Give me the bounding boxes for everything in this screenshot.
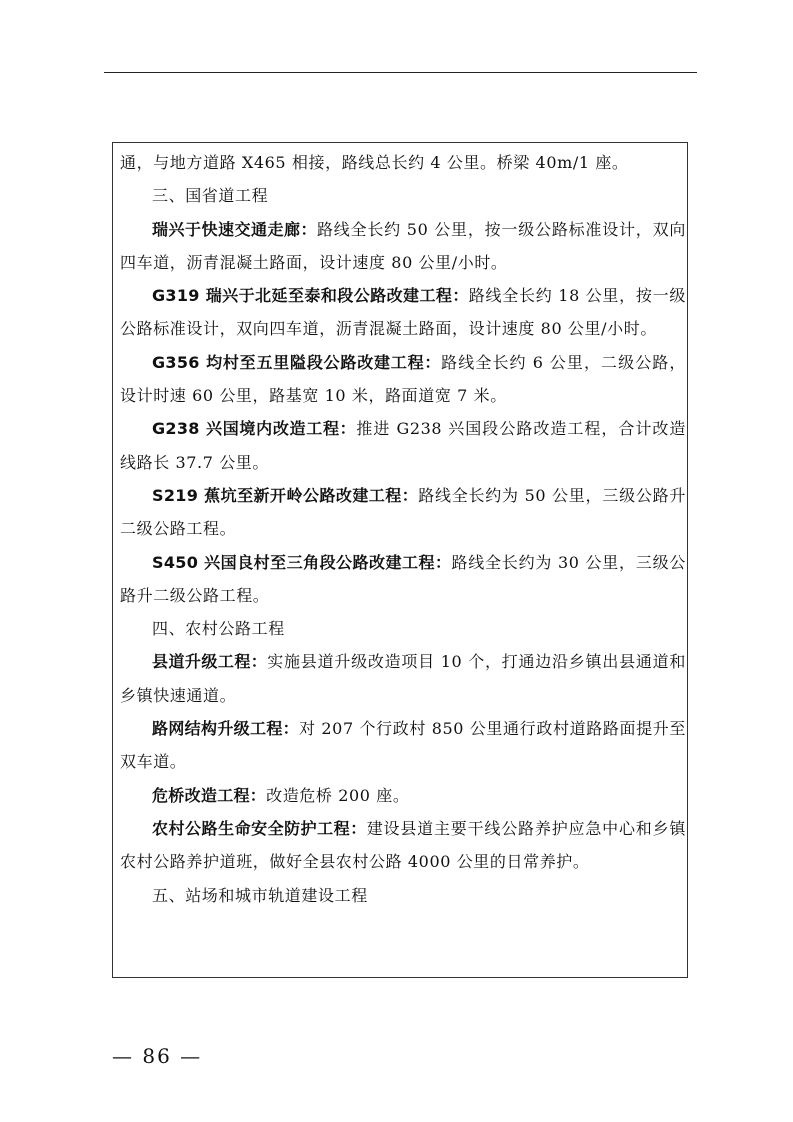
project-description: 推进 G238 兴国段公路改造工程，合计改造线路长 37.7 公里。 <box>120 419 686 472</box>
paragraph-project-10 <box>120 812 686 879</box>
project-title: G238 兴国境内改造工程： <box>152 419 357 439</box>
paragraph-project-8 <box>120 712 686 779</box>
project-title: G356 均村至五里隘段公路改建工程： <box>152 352 442 372</box>
paragraph-project-2 <box>120 279 686 346</box>
document-body <box>120 146 686 912</box>
paragraph-project-3 <box>120 346 686 413</box>
paragraph-project-9 <box>120 779 686 812</box>
section-heading-3: 三、国省道工程 <box>152 186 269 206</box>
project-description: 改造危桥 200 座。 <box>266 785 410 805</box>
paragraph-project-5 <box>120 479 686 546</box>
project-description: 实施县道升级改造项目 10 个，打通边沿乡镇出县通道和乡镇快速通道。 <box>120 652 686 705</box>
section-heading-4: 四、农村公路工程 <box>152 619 285 639</box>
paragraph-project-4 <box>120 412 686 479</box>
paragraph-continuation: 通，与地方道路 X465 相接，路线总长约 4 公里。桥梁 40m/1 座。 <box>120 153 629 172</box>
project-title: 瑞兴于快速交通走廊： <box>152 219 317 239</box>
paragraph-project-6 <box>120 546 686 613</box>
project-description: 路线全长约 50 公里，按一级公路标准设计，双向四车道，沥青混凝土路面，设计速度 80 公里/小时。 <box>120 219 686 272</box>
header-rule <box>104 72 697 73</box>
section-heading-5: 五、站场和城市轨道建设工程 <box>152 885 368 905</box>
project-title: 路网结构升级工程： <box>152 719 300 739</box>
project-description: 路线全长约为 50 公里，三级公路升二级公路工程。 <box>120 485 686 539</box>
project-title: 农村公路生命安全防护工程： <box>152 818 367 838</box>
project-description: 对 207 个行政村 850 公里通行政村道路路面提升至双车道。 <box>120 719 686 772</box>
project-description: 路线全长约为 30 公里，三级公路升二级公路工程。 <box>120 552 686 605</box>
project-description: 建设县道主要干线公路养护应急中心和乡镇农村公路养护道班，做好全县农村公路 4000 公里的日常养护。 <box>120 818 687 872</box>
project-title: S450 兴国良村至三角段公路改建工程： <box>152 552 452 572</box>
paragraph-project-1 <box>120 213 686 280</box>
page-number: — 86 — <box>112 1044 203 1068</box>
project-title: G319 瑞兴于北延至泰和段公路改建工程： <box>152 286 469 306</box>
project-description: 路线全长约 18 公里，按一级公路标准设计，双向四车道，沥青混凝土路面，设计速度 80 公里/小时。 <box>120 286 686 339</box>
paragraph-project-7 <box>120 645 686 712</box>
project-description: 路线全长约 6 公里，二级公路，设计时速 60 公里，路基宽 10 米，路面道宽 7 米。 <box>120 352 686 406</box>
project-title: 县道升级工程： <box>152 652 268 672</box>
project-title: 危桥改造工程： <box>152 785 267 805</box>
project-title: S219 蕉坑至新开岭公路改建工程： <box>152 485 419 505</box>
